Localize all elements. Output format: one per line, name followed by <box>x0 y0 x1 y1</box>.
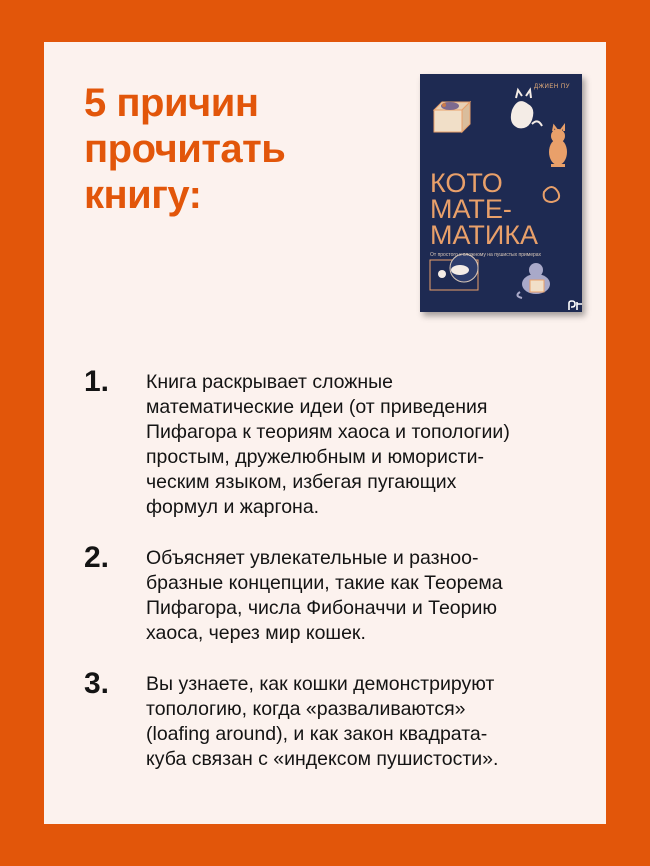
book-title-line-1: КОТО <box>430 168 503 198</box>
list-item <box>84 365 584 520</box>
cat-sitting-illustration <box>517 263 550 298</box>
content-card <box>44 42 606 824</box>
reason-text: Объясняет увлекательные и разноо- бразные концепции, такие как Теорема Пифагора, числа Фибоначчи и Теорию хаоса, через мир кошек. <box>146 547 503 644</box>
page-title <box>84 80 285 218</box>
title-line-1: 5 причин <box>84 81 259 125</box>
book-title <box>430 170 538 248</box>
knot-icon <box>544 187 559 202</box>
book-cover <box>420 74 582 312</box>
reason-text: Вы узнаете, как кошки демонстрируют топологию, когда «разваливаются» (loafing around), и как закон квадрата- куба связан с «индексом пушистости». <box>146 673 499 770</box>
reason-number: 2. <box>84 541 110 574</box>
reason-text: Книга раскрывает сложные математические идеи (от приведения Пифагора к теориям хаоса и топологии) простым, дружелюбным и юмористи- ческим языком, избегая пугающих формул и жаргона. <box>146 371 510 518</box>
book-title-line-2: МАТЕ- <box>430 194 512 224</box>
reason-number: 1. <box>84 365 110 398</box>
book-subtitle: От простого к сложному на пушистых примерах <box>430 252 542 258</box>
list-item <box>84 541 584 646</box>
cat-in-box-illustration <box>434 102 470 132</box>
cat-standing-illustration <box>549 126 567 167</box>
book-title-line-3: МАТИКА <box>430 220 539 250</box>
reason-number: 3. <box>84 667 110 700</box>
cat-illustration <box>511 90 542 128</box>
reasons-list <box>84 365 584 798</box>
title-line-3: книгу: <box>84 173 202 217</box>
book-author: ДЖИЕН ПУ <box>533 84 570 90</box>
title-line-2: прочитать <box>84 127 286 171</box>
piter-logo-icon <box>568 300 582 312</box>
cats-sphere-illustration <box>430 254 478 290</box>
list-item <box>84 667 584 772</box>
